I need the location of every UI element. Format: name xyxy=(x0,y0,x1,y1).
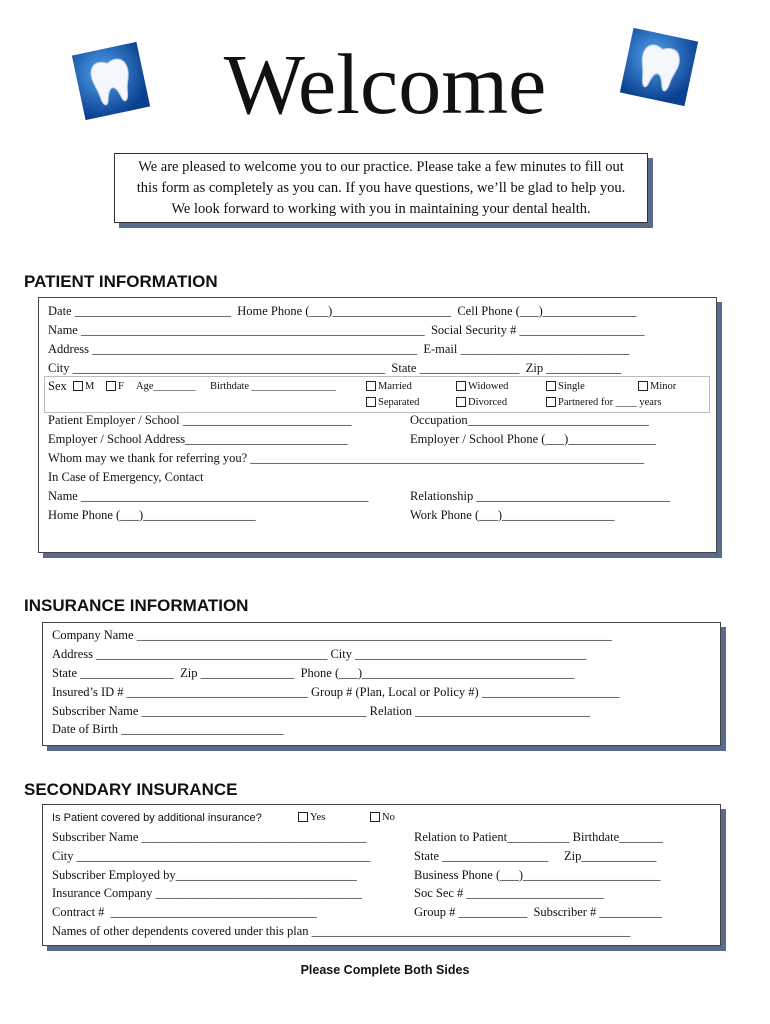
emergency-name-field[interactable]: Name ______________________________________________ xyxy=(48,489,369,503)
checkbox-icon[interactable] xyxy=(106,381,116,391)
insurance-address-field[interactable]: Address _____________________________________ City _____________________________________ xyxy=(52,647,587,661)
dependents-field[interactable]: Names of other dependents covered under this plan ___________________________________________________ xyxy=(52,924,631,938)
age-field[interactable]: Age________ xyxy=(136,381,196,392)
occupation-field[interactable]: Occupation_____________________________ xyxy=(410,413,649,427)
emergency-label: In Case of Emergency, Contact xyxy=(48,470,204,484)
emergency-home-phone-field[interactable]: Home Phone (___)__________________ xyxy=(48,508,256,522)
secondary-section-title: SECONDARY INSURANCE xyxy=(24,780,238,799)
intro-line: We are pleased to welcome you to our practice. Please take a few minutes to fill out xyxy=(138,159,624,175)
additional-insurance-question: Is Patient covered by additional insurance? xyxy=(52,812,262,824)
sec-city-field[interactable]: City _______________________________________________ xyxy=(52,849,371,863)
patient-section-title: PATIENT INFORMATION xyxy=(24,272,218,291)
emergency-relationship-field[interactable]: Relationship _______________________________ xyxy=(410,489,671,503)
yes-option[interactable]: Yes xyxy=(298,810,325,826)
subscriber-relation-field[interactable]: Subscriber Name ____________________________________ Relation ____________________________ xyxy=(52,704,591,718)
sec-subscriber-name-field[interactable]: Subscriber Name ____________________________________ xyxy=(52,830,367,844)
intro-line: We look forward to working with you in maintaining your dental health. xyxy=(171,201,591,217)
address-email-line[interactable]: Address ____________________________________________________ E-mail ___________________________ xyxy=(48,342,630,356)
insured-id-group-field[interactable]: Insured’s ID # _____________________________ Group # (Plan, Local or Policy #) ______________________ xyxy=(52,685,620,699)
status-single[interactable]: Single xyxy=(546,379,585,395)
checkbox-icon[interactable] xyxy=(370,812,380,822)
sec-state-zip-field[interactable]: State _________________ Zip____________ xyxy=(414,849,657,863)
sex-label: Sex xyxy=(48,379,67,393)
intro-box xyxy=(114,153,648,223)
insurance-state-zip-phone-field[interactable]: State _______________ Zip _______________ Phone (___)__________________________________ xyxy=(52,666,575,680)
checkbox-icon[interactable] xyxy=(456,397,466,407)
sec-soc-sec-field[interactable]: Soc Sec # ______________________ xyxy=(414,886,604,900)
insurance-section-title: INSURANCE INFORMATION xyxy=(24,596,249,615)
emergency-work-phone-field[interactable]: Work Phone (___)__________________ xyxy=(410,508,615,522)
status-divorced[interactable]: Divorced xyxy=(456,395,507,411)
sec-group-subscriber-field[interactable]: Group # ___________ Subscriber # __________ xyxy=(414,905,662,919)
patient-employer-field[interactable]: Patient Employer / School ___________________________ xyxy=(48,413,352,427)
checkbox-icon[interactable] xyxy=(546,397,556,407)
status-widowed[interactable]: Widowed xyxy=(456,379,508,395)
checkbox-icon[interactable] xyxy=(366,397,376,407)
checkbox-icon[interactable] xyxy=(366,381,376,391)
sec-business-phone-field[interactable]: Business Phone (___)______________________ xyxy=(414,868,661,882)
page-title: Welcome xyxy=(223,36,547,132)
status-minor[interactable]: Minor xyxy=(638,379,676,395)
referral-field[interactable]: Whom may we thank for referring you? _______________________________________________________________ xyxy=(48,451,645,465)
birthdate-field[interactable]: Birthdate ________________ xyxy=(210,381,336,392)
checkbox-icon[interactable] xyxy=(456,381,466,391)
intro-line: this form as completely as you can. If you have questions, we’ll be glad to help you. xyxy=(136,180,626,196)
city-state-zip-line[interactable]: City __________________________________________________ State ________________ Zip ____________ xyxy=(48,361,622,375)
status-married[interactable]: Married xyxy=(366,379,412,395)
employer-phone-field[interactable]: Employer / School Phone (___)______________ xyxy=(410,432,656,446)
sex-m-option[interactable]: M xyxy=(73,379,94,395)
date-phone-line[interactable]: Date _________________________ Home Phone (___)___________________ Cell Phone (___)_______________ xyxy=(48,304,637,318)
sex-f-option[interactable]: F xyxy=(106,379,124,395)
footer-note: Please Complete Both Sides xyxy=(300,963,470,977)
status-partnered[interactable]: Partnered for ____ years xyxy=(546,395,662,411)
status-separated[interactable]: Separated xyxy=(366,395,419,411)
sec-contract-field[interactable]: Contract # _________________________________ xyxy=(52,905,317,919)
name-ssn-line[interactable]: Name _______________________________________________________ Social Security # ____________________ xyxy=(48,323,645,337)
employer-address-field[interactable]: Employer / School Address__________________________ xyxy=(48,432,348,446)
checkbox-icon[interactable] xyxy=(298,812,308,822)
date-of-birth-field[interactable]: Date of Birth __________________________ xyxy=(52,722,284,736)
sec-employed-by-field[interactable]: Subscriber Employed by_____________________________ xyxy=(52,868,357,882)
checkbox-icon[interactable] xyxy=(546,381,556,391)
no-option[interactable]: No xyxy=(370,810,395,826)
company-name-field[interactable]: Company Name ____________________________________________________________________________ xyxy=(52,628,612,642)
checkbox-icon[interactable] xyxy=(73,381,83,391)
sec-relation-birthdate-field[interactable]: Relation to Patient__________ Birthdate_______ xyxy=(414,830,663,844)
sec-insurance-company-field[interactable]: Insurance Company _________________________________ xyxy=(52,886,362,900)
checkbox-icon[interactable] xyxy=(638,381,648,391)
